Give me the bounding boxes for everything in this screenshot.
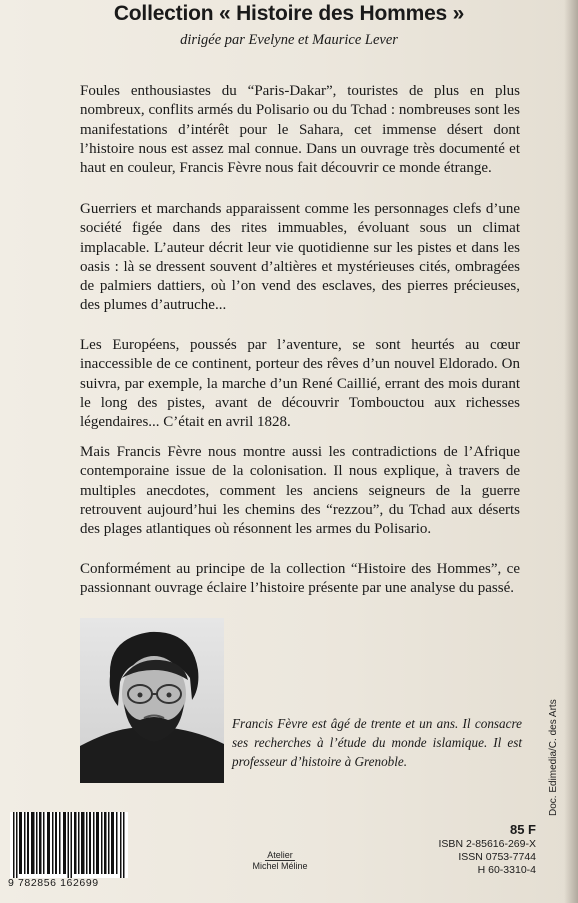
barcode-number: 9 782856 162699 [8, 877, 99, 889]
publisher-logo [248, 850, 312, 871]
author-photo [80, 618, 224, 783]
collection-editors: dirigée par Evelyne et Maurice Lever [180, 32, 398, 48]
blurb-paragraph-1: Foules enthousiastes du “Paris-Dakar”, touristes de plus en plus nombreux, conflits armés du Polisario ou du Tchad : nombreuses sont les manifestations d’intérêt pour le Sahara, cet immense désert dont l’histoire nous est assez mal connue. Dans un ouvrage très documenté et haut en couleur, Francis Fèvre nous fait découvrir ce monde étrange. [80, 83, 520, 177]
publisher-logo-line1: Atelier [267, 850, 293, 860]
isbn: ISBN 2-85616-269-X [438, 838, 536, 850]
author-bio: Francis Fèvre est âgé de trente et un ans. Il consacre ses recherches à l’étude du monde islamique. Il est professeur d’histoire à Grenoble. [232, 716, 522, 769]
publisher-logo-line2: Michel Méline [252, 861, 308, 871]
barcode [10, 812, 128, 878]
isbn-block [439, 838, 536, 877]
barcode-bars [10, 812, 128, 878]
author-portrait-illustration [80, 618, 224, 783]
price: 85 F [509, 822, 536, 837]
blurb-paragraph-4: Mais Francis Fèvre nous montre aussi les contradictions de l’Afrique contemporaine issue de la colonisation. Il nous explique, à travers de multiples anecdotes, comment les anciens seigneurs de la guerre retrouvent aujourd’hui les chemins des “rezzou”, du Tchad aux déserts des plages atlantiques où résonnent les armes du Polisario. [80, 444, 520, 538]
blurb-paragraph-3: Les Européens, poussés par l’aventure, se sont heurtés au cœur inaccessible de ce continent, porteur des rêves d’un nouvel Eldorado. On suivra, par exemple, la marche d’un René Caillié, errant des mois durant le long des pistes, avant de découvrir Tombouctou aux richesses légendaires... C’était en avril 1828. [80, 337, 520, 431]
blurb-paragraph-5: Conformément au principe de la collection “Histoire des Hommes”, ce passionnant ouvrage éclaire l’histoire présente par une analyse du passé. [80, 561, 520, 597]
spine-shadow [564, 0, 578, 903]
issn: ISSN 0753-7744 [458, 851, 536, 863]
catalog-code: H 60-3310-4 [477, 864, 536, 876]
collection-title: Collection « Histoire des Hommes » [113, 2, 465, 25]
blurb-paragraph-2: Guerriers et marchands apparaissent comme les personnages clefs d’une société figée dans des rites immuables, évoluant sous un climat implacable. L’auteur décrit leur vie quotidienne sur les pistes et dans les oasis : là se dressent souvent d’altières et mystérieuses cités, ombragées de palmiers dattiers, où l’on vend des esclaves, des pierres précieuses, des plumes d’autruche... [80, 201, 520, 314]
photo-credit: Doc. Edimedia/C. des Arts [548, 699, 559, 816]
